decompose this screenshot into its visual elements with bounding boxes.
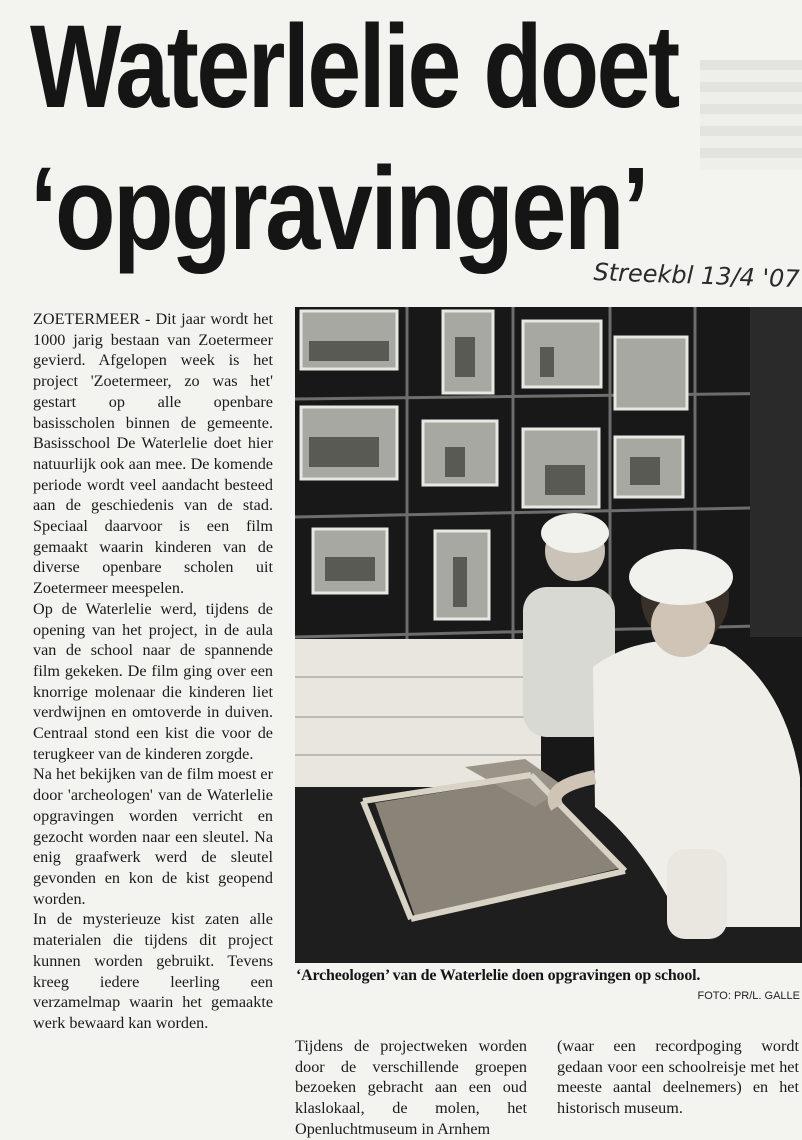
- article-paragraph: ZOETERMEER - Dit jaar wordt het 1000 jarig bestaan van Zoetermeer gevierd. Afgelopen week is het project 'Zoetermeer, zo was het' gestart op alle openbare basisscholen binnen de gemeente. Basisschool De Waterlelie doet hier natuurlijk ook aan mee. De komende periode wordt veel aandacht besteed aan de geschiedenis van de stad. Speciaal daarvoor is een film gemaakt waarin kinderen van de diverse openbare scholen uit Zoetermeer meespelen.: [33, 310, 273, 598]
- article-paragraph: Op de Waterlelie werd, tijdens de opening van het project, in de aula van de school naar de spannende film gekeken. De film ging over een knorrige molenaar die kinderen liet verdwijnen en omtoverde in duiven. Centraal stond een kist die voor de terugkeer van de kinderen zorgde.: [33, 599, 273, 763]
- article-paragraph: In de mysterieuze kist zaten alle materialen die tijdens dit project kunnen worden gebruikt. Tevens kreeg iedere leerling een verzamelmap waarin het gemaakte werk bewaard kan worden.: [33, 910, 273, 1032]
- headline-line-2: ‘opgravingen’: [30, 143, 648, 275]
- article-column-1: [33, 309, 273, 1034]
- photo-caption: ‘Archeologen’ van de Waterlelie doen opgravingen op school.: [296, 967, 701, 984]
- photo-illustration: [295, 307, 802, 963]
- article-column-2: Tijdens de projectweken worden door de verschillende groepen bezoeken gebracht aan een oud klaslokaal, de molen, het Openluchtmuseum in Arnhem: [295, 1037, 527, 1138]
- adjacent-article-fragment: [700, 60, 802, 170]
- article-column-3: (waar een recordpoging wordt gedaan voor een schoolreisje met het meeste aantal deelnemers) en het historisch museum.: [557, 1037, 799, 1118]
- photo-credit: FOTO: PR/L. GALLE: [697, 990, 800, 1002]
- article-photo: [295, 307, 802, 963]
- handwritten-date-note: Streekbl 13/4 '07: [593, 258, 801, 294]
- article-paragraph: Na het bekijken van de film moest er door 'archeologen' van de Waterlelie opgravingen worden verricht en gezocht worden naar een sleutel. Na enig graafwerk werd de sleutel gevonden en kon de kist geopend worden.: [33, 765, 273, 908]
- headline-line-1: Waterlelie doet: [30, 1, 678, 133]
